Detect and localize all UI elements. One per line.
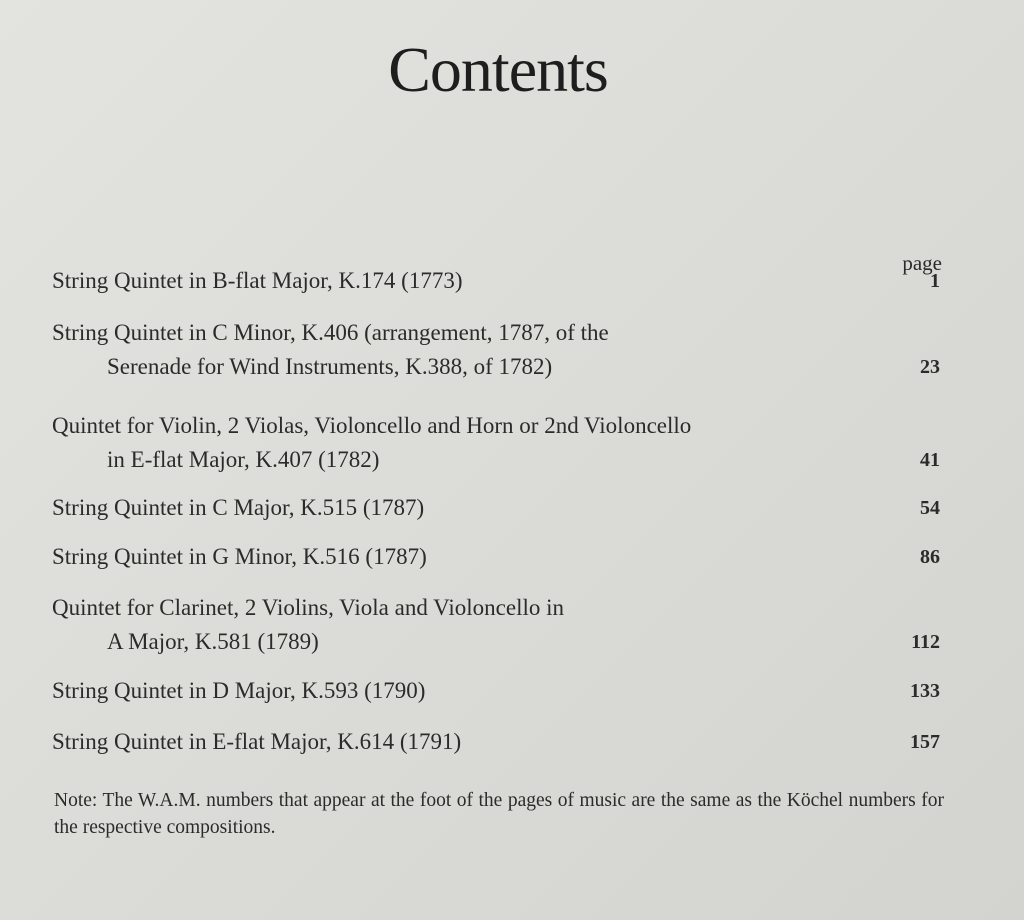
toc-entry-title-continued: Serenade for Wind Instruments, K.388, of 1782): [107, 354, 553, 379]
toc-entry-page: 41: [920, 449, 940, 471]
toc-entry: [52, 409, 940, 477]
page-title-text: Contents: [388, 34, 608, 105]
toc-entry-title: String Quintet in C Minor, K.406 (arrangement, 1787, of the: [52, 320, 609, 345]
toc-entry-title: String Quintet in D Major, K.593 (1790): [52, 678, 426, 703]
toc-entry: [52, 540, 940, 574]
toc-entry-page: 86: [920, 546, 940, 568]
page-column-header: page: [902, 251, 942, 275]
toc-entry: [52, 725, 940, 759]
toc-entry-title: Quintet for Clarinet, 2 Violins, Viola and Violoncello in: [52, 595, 565, 620]
toc-entry-title: Quintet for Violin, 2 Violas, Violoncello and Horn or 2nd Violoncello: [52, 413, 692, 438]
toc-entry-title: String Quintet in G Minor, K.516 (1787): [52, 544, 427, 569]
toc-entry-title-continued: A Major, K.581 (1789): [107, 629, 319, 654]
toc-entry-title-continued: in E-flat Major, K.407 (1782): [107, 447, 380, 472]
toc-entry: [52, 264, 940, 298]
footnote: Note: The W.A.M. numbers that appear at the foot of the pages of music are the same as the Köchel numbers for the respective compositions.: [54, 790, 944, 838]
toc-entry-page: 133: [910, 680, 940, 702]
toc-entry-title: String Quintet in C Major, K.515 (1787): [52, 495, 425, 520]
toc-entry-title: String Quintet in B-flat Major, K.174 (1773): [52, 268, 463, 293]
toc-entry: [52, 491, 940, 525]
toc-entry-page: 112: [911, 631, 940, 653]
toc-entry-page: 157: [910, 731, 940, 753]
page-title: [0, 30, 1024, 110]
toc-entry: [52, 316, 940, 384]
toc-entry: [52, 591, 940, 659]
toc-entry-page: 54: [920, 497, 940, 519]
toc-entry-page: 1: [930, 270, 940, 292]
toc-entry-page: 23: [920, 356, 940, 378]
toc-entry-title: String Quintet in E-flat Major, K.614 (1791): [52, 729, 462, 754]
toc-entry: [52, 674, 940, 708]
